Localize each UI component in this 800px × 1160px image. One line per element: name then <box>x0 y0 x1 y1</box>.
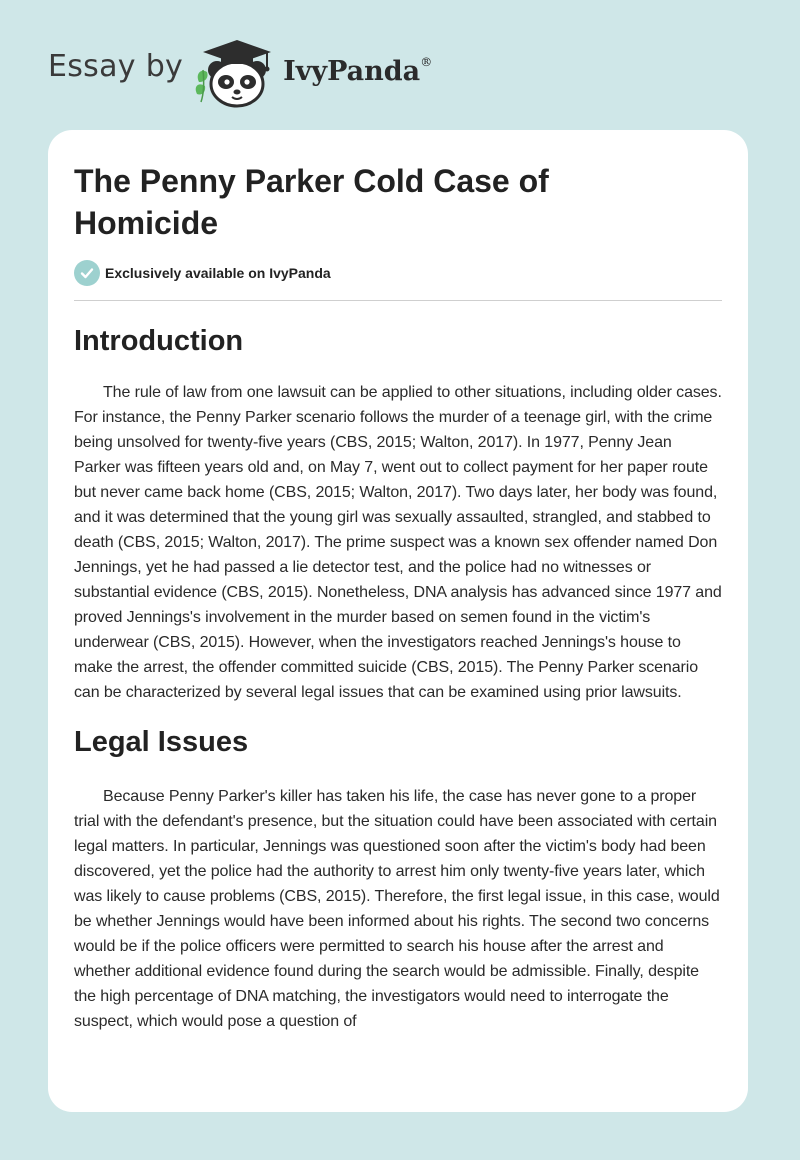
badge-text: Exclusively available on IvyPanda <box>105 265 331 281</box>
section-heading: Legal Issues <box>74 726 249 758</box>
panda-graduate-icon[interactable] <box>193 30 281 110</box>
section-legal-issues <box>74 725 722 1034</box>
section-heading: Introduction <box>74 325 244 357</box>
essay-card <box>48 130 748 1112</box>
brand-name[interactable] <box>283 55 432 87</box>
brand-prefix: Essay by <box>48 48 184 84</box>
brand-name-text: IvyPanda <box>283 56 421 87</box>
divider <box>74 300 722 301</box>
section-paragraph: Because Penny Parker's killer has taken his life, the case has never gone to a proper trial with the defendant's presence, but the situation could have been associated with certain legal matters. In particular, Jennings was questioned soon after the victim's body had been discovered, yet the police had the authority to arrest him only twenty-five years later, which was likely to cause problems (CBS, 2015). Therefore, the first legal issue, in this case, would be whether Jennings would have been informed about his rights. The second two concerns would be if the police officers were permitted to search his house after the arrest and whether additional evidence found during the search would be admissible. Finally, despite the high percentage of DNA matching, the investigators would need to interrogate the suspect, which would pose a question of <box>74 788 720 1030</box>
registered-mark: ® <box>420 55 433 69</box>
site-header <box>48 30 432 110</box>
exclusive-badge <box>74 260 722 286</box>
check-circle-icon <box>74 260 100 286</box>
section-paragraph: The rule of law from one lawsuit can be applied to other situations, including older cases. For instance, the Penny Parker scenario follows the murder of a teenage girl, with the crime being unsolved for twenty-five years (CBS, 2015; Walton, 2017). In 1977, Penny Jean Parker was fifteen years old and, on May 7, went out to collect payment for her paper route but never came back home (CBS, 2015; Walton, 2017). Two days later, her body was found, and it was determined that the young girl was sexually assaulted, strangled, and stabbed to death (CBS, 2015; Walton, 2017). The prime suspect was a known sex offender named Don Jennings, yet he had passed a lie detector test, and the police had no witnesses or substantial evidence (CBS, 2015). Nonetheless, DNA analysis has advanced since 1977 and proved Jennings's involvement in the murder based on semen found in the victim's underwear (CBS, 2015). However, when the investigators reached Jennings's house to make the arrest, the offender committed suicide (CBS, 2015). The Penny Parker scenario can be characterized by several legal issues that can be examined using prior lawsuits. <box>74 384 722 701</box>
page-title: The Penny Parker Cold Case of Homicide <box>74 163 549 241</box>
section-introduction <box>74 324 722 705</box>
